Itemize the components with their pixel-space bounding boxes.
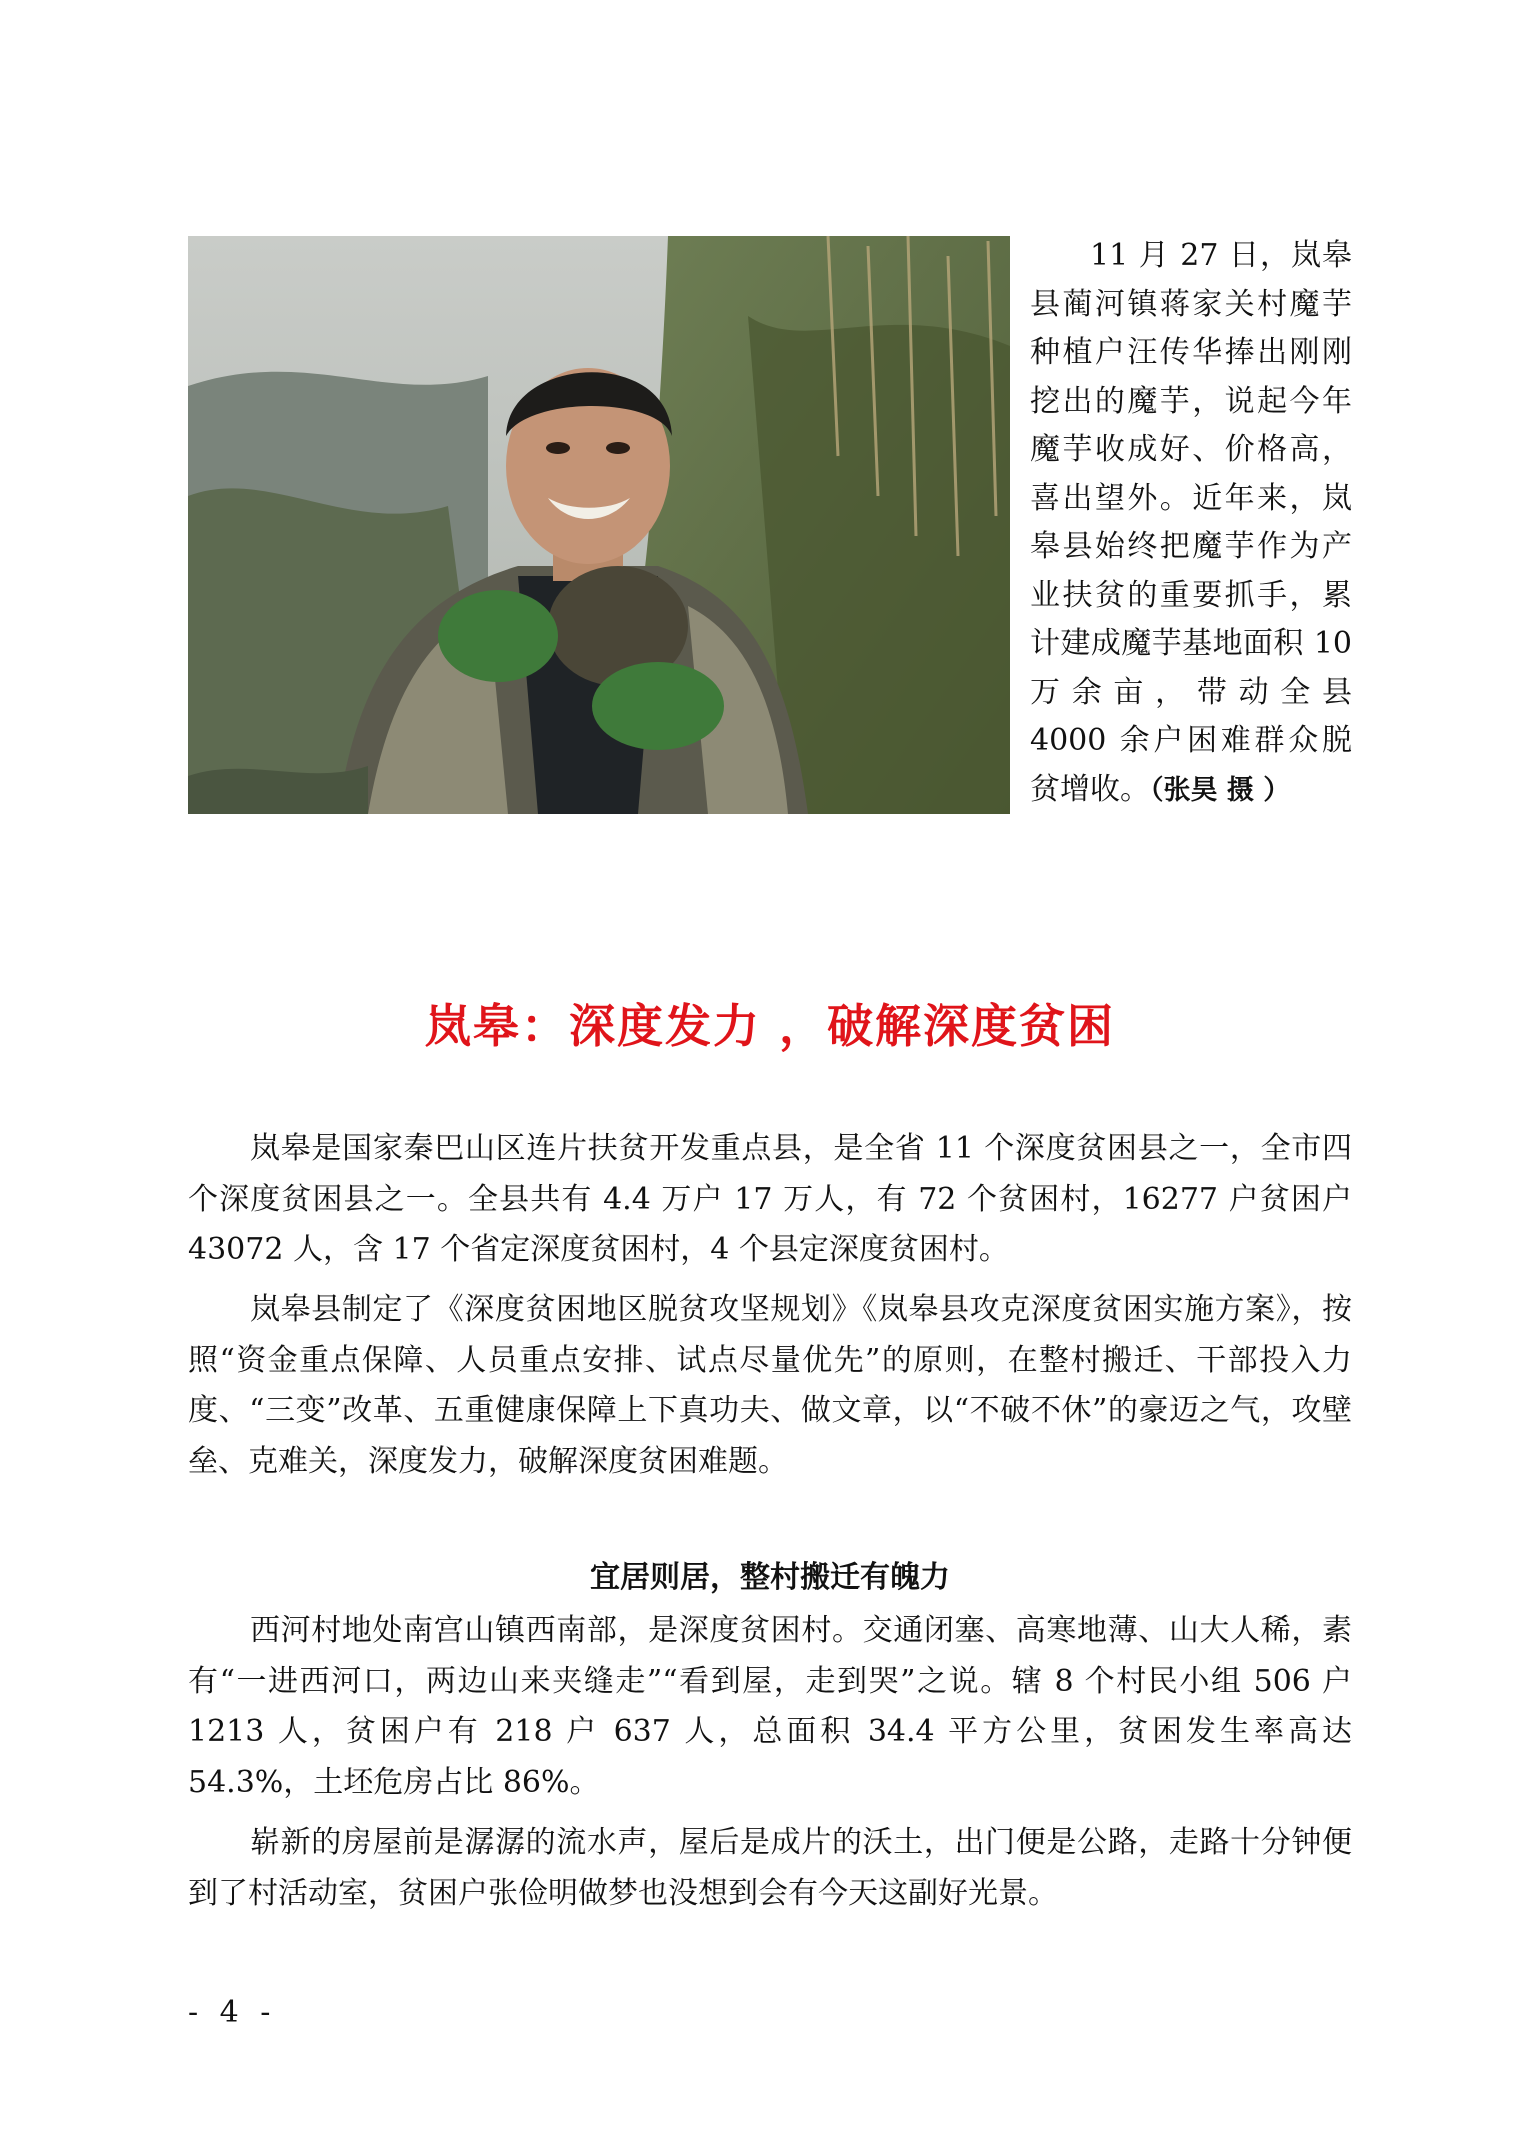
article-paragraph: 岚皋县制定了《深度贫困地区脱贫攻坚规划》《岚皋县攻克深度贫困实施方案》，按照“资金重点保障、人员重点安排、试点尽量优先”的原则，在整村搬迁、干部投入力度、“三变”改革、五重健康保障上下真功夫、做文章，以“不破不休”的豪迈之气，攻壁垒、克难关，深度发力，破解深度贫困难题。 (188, 1292, 1352, 1479)
section-paragraph: 崭新的房屋前是潺潺的流水声，屋后是成片的沃土，出门便是公路，走路十分钟便到了村活动室，贫困户张俭明做梦也没想到会有今天这副好光景。 (188, 1825, 1352, 1911)
section-paragraph: 西河村地处南宫山镇西南部，是深度贫困村。交通闭塞、高寒地薄、山大人稀，素有“一进西河口，两边山来夹缝走”“看到屋，走到哭”之说。辖 8 个村民小组 506 户 1213 人，贫困户有 218 户 637 人，总面积 34.4 平方公里，贫困发生率高达 54.3%，土坯危房占比 86%。 (188, 1613, 1352, 1800)
photo-konjac-farmer (188, 236, 1010, 814)
section-title: 宜居则居，整村搬迁有魄力 (590, 1560, 950, 1595)
photo-caption (1030, 232, 1352, 815)
caption-text: 11 月 27 日，岚皋县蔺河镇蒋家关村魔芋种植户汪传华捧出刚刚挖出的魔芋，说起今年魔芋收成好、价格高，喜出望外。近年来，岚皋县始终把魔芋作为产业扶贫的重要抓手，累计建成魔芋基地面积 10 万余亩，带动全县 4000 余户困难群众脱贫增收。 (1030, 238, 1352, 807)
photo-illustration (188, 236, 1010, 814)
article-paragraph: 岚皋是国家秦巴山区连片扶贫开发重点县，是全省 11 个深度贫困县之一，全市四个深度贫困县之一。全县共有 4.4 万户 17 万人，有 72 个贫困村，16277 户贫困户 43072 人，含 17 个省定深度贫困村，4 个县定深度贫困村。 (188, 1131, 1352, 1267)
page-number: - 4 - (188, 1995, 277, 2030)
caption-credit: （张昊 摄 ） (1150, 774, 1291, 806)
article-title: 岚皋：深度发力 ，破解深度贫困 (424, 999, 1115, 1053)
